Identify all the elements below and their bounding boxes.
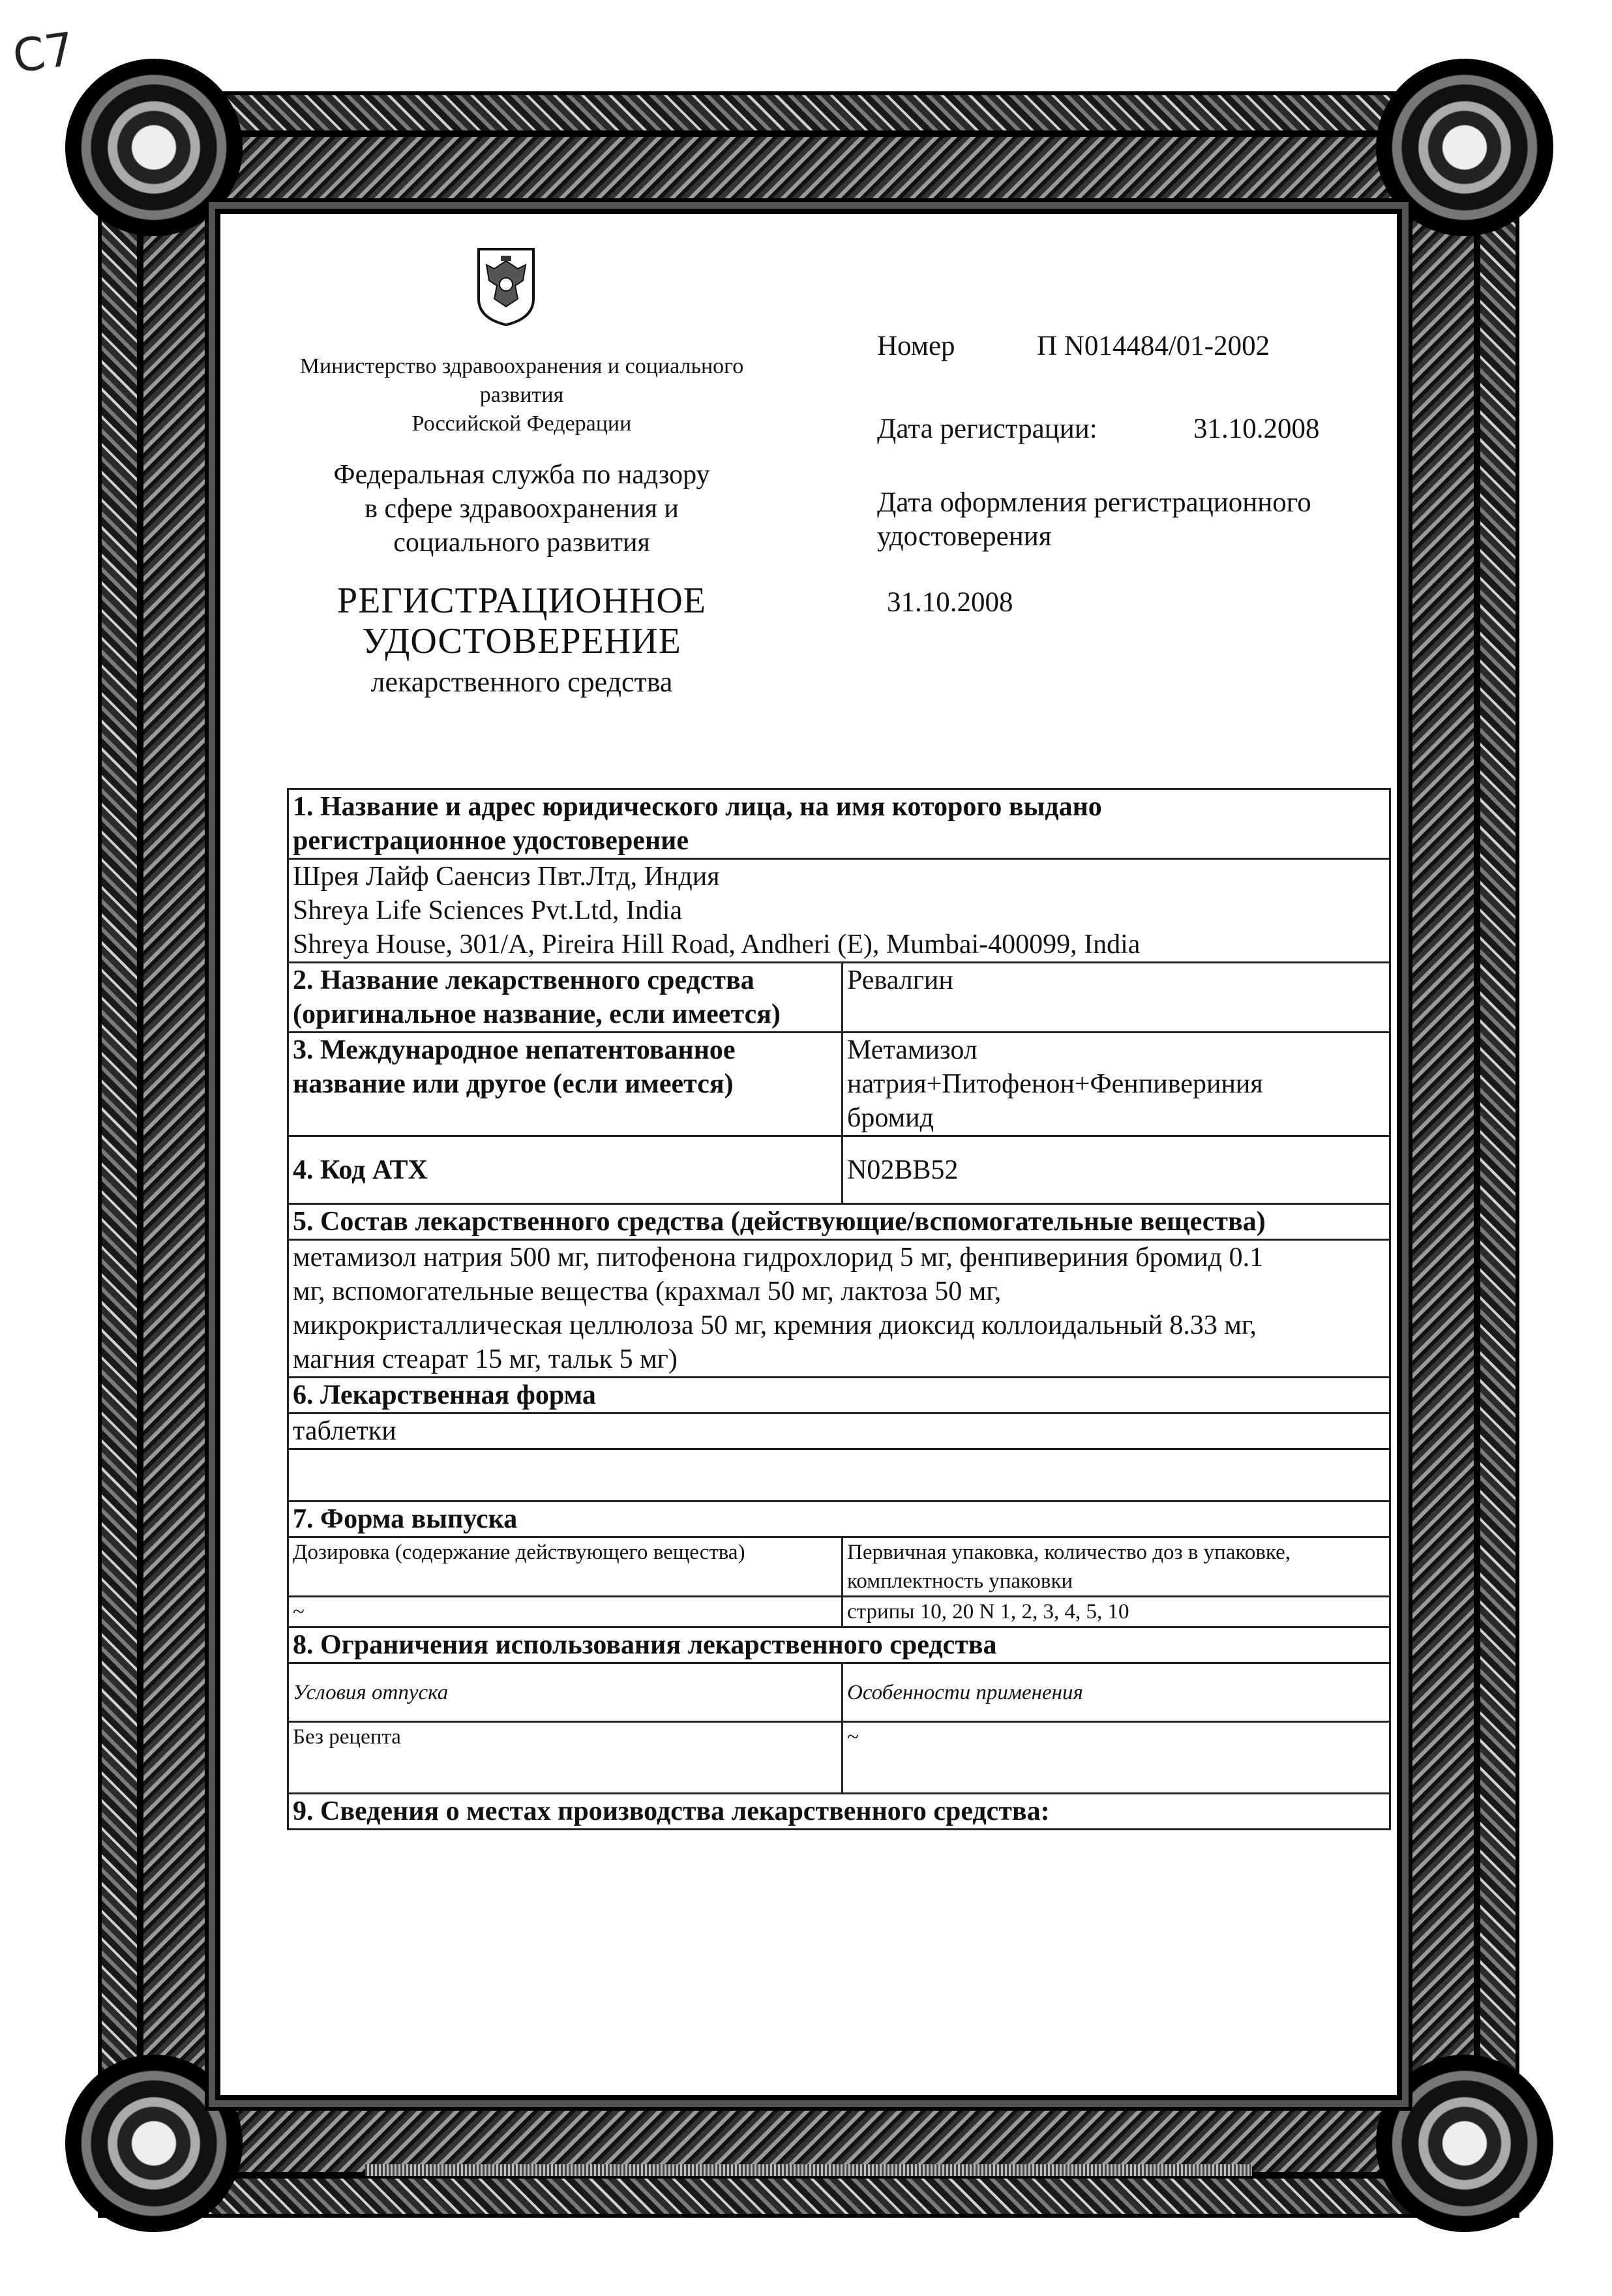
section-7-col1-header: Дозировка (содержание действующего вещества) <box>288 1537 843 1597</box>
issue-date-value: 31.10.2008 <box>887 587 1013 618</box>
issue-date-label: Дата оформления регистрационного удостоверения <box>877 487 1311 552</box>
section-7-title-row <box>288 1502 1390 1537</box>
section-9-title: 9. Сведения о местах производства лекарственного средства: <box>288 1794 1390 1830</box>
section-8-col1-value: Без рецепта <box>288 1722 843 1794</box>
coat-of-arms-icon <box>475 247 537 327</box>
section-5-value: метамизол натрия 500 мг, питофенона гидрохлорид 5 мг, фенпивериния бромид 0.1 мг, вспомогательные вещества (крахмал 50 мг, лактоза 50 мг, микрокристаллическая целлюлоза 50 мг, кремния диоксид коллоидальный 8.33 мг, магния стеарат 15 мг, тальк 5 мг) <box>288 1240 1390 1378</box>
section-4-value: N02BB52 <box>843 1136 1390 1204</box>
certificate-title: РЕГИСТРАЦИОННОЕ УДОСТОВЕРЕНИЕ <box>336 581 706 661</box>
section-6-blank-row <box>288 1449 1390 1502</box>
section-8-header-row <box>288 1663 1390 1722</box>
section-8-col2-header: Особенности применения <box>843 1663 1390 1722</box>
corner-rosette <box>1376 59 1553 236</box>
section-7-header-row <box>288 1537 1390 1597</box>
number-label: Номер <box>877 331 955 361</box>
section-4-row <box>288 1136 1390 1204</box>
section-7-title: 7. Форма выпуска <box>288 1502 1390 1537</box>
section-8-col1-header: Условия отпуска <box>288 1663 843 1722</box>
registration-date-value: 31.10.2008 <box>1193 414 1320 444</box>
section-1-value: Шрея Лайф Саенсиз Пвт.Лтд, Индия Shreya Life Sciences Pvt.Ltd, India Shreya House, 301/A, Pireira Hill Road, Andheri (E), Mumbai-400099, India <box>288 859 1390 963</box>
certificate-subtitle: лекарственного средства <box>370 666 673 698</box>
section-3-title: 3. Международное непатентованное название или другое (если имеется) <box>288 1033 843 1136</box>
blank-cell <box>288 1449 1390 1502</box>
section-2-title: 2. Название лекарственного средства (оригинальное название, если имеется) <box>288 963 843 1033</box>
section-7-col2-header: Первичная упаковка, количество доз в упаковке, комплектность упаковки <box>843 1537 1390 1597</box>
section-4-title: 4. Код АТХ <box>288 1136 843 1204</box>
number-value: П N014484/01-2002 <box>1037 331 1270 361</box>
section-5-title-row <box>288 1204 1390 1240</box>
section-9-title-row <box>288 1794 1390 1830</box>
corner-rosette <box>1376 2055 1553 2232</box>
section-3-row <box>288 1033 1390 1136</box>
section-7-value-row <box>288 1597 1390 1627</box>
section-1-value-row <box>288 859 1390 963</box>
registration-date-label: Дата регистрации: <box>877 414 1097 444</box>
section-8-title: 8. Ограничения использования лекарственного средства <box>288 1627 1390 1663</box>
section-3-value: Метамизол натрия+Питофенон+Фенпивериния бромид <box>843 1033 1390 1136</box>
section-8-title-row <box>288 1627 1390 1663</box>
section-8-col2-value: ~ <box>843 1722 1390 1794</box>
handwritten-mark: C7 <box>9 22 78 84</box>
section-7-col1-value: ~ <box>288 1597 843 1627</box>
frame-microtext <box>365 2164 1252 2176</box>
section-2-row <box>288 963 1390 1033</box>
section-2-value: Ревалгин <box>843 963 1390 1033</box>
section-6-value: таблетки <box>288 1413 1390 1449</box>
section-7-col2-value: стрипы 10, 20 N 1, 2, 3, 4, 5, 10 <box>843 1597 1390 1627</box>
section-8-value-row <box>288 1722 1390 1794</box>
section-5-title: 5. Состав лекарственного средства (действующие/вспомогательные вещества) <box>288 1204 1390 1240</box>
section-6-title: 6. Лекарственная форма <box>288 1378 1390 1413</box>
section-1-title-row <box>288 789 1390 859</box>
section-5-value-row <box>288 1240 1390 1378</box>
section-6-title-row <box>288 1378 1390 1413</box>
certificate-table <box>287 788 1391 1830</box>
ministry-name: Министерство здравоохранения и социального развития Российской Федерации <box>299 354 744 436</box>
section-1-title: 1. Название и адрес юридического лица, на имя которого выдано регистрационное удостоверение <box>288 789 1390 859</box>
section-6-value-row <box>288 1413 1390 1449</box>
service-name: Федеральная служба по надзору в сфере здравоохранения и социального развития <box>333 460 710 558</box>
